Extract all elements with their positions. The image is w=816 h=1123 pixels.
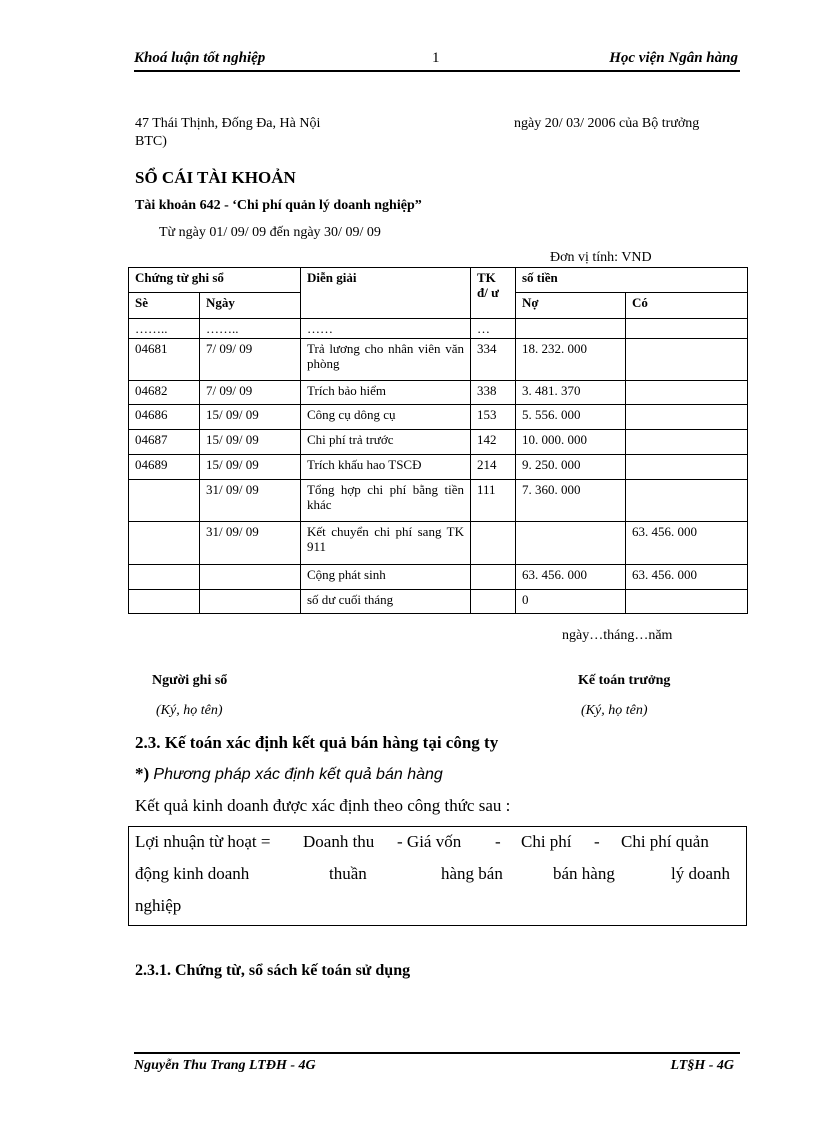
- ledger-cell-no: [129, 522, 200, 565]
- account-line: Tài khoản 642 - ‘Chi phí quản lý doanh nghiệp”: [135, 198, 422, 213]
- table-row: [129, 430, 748, 455]
- ledger-cell-debit: 18. 232. 000: [516, 339, 626, 381]
- formula-term: - Giá vốn: [397, 832, 462, 851]
- method-line: [135, 764, 443, 784]
- decree-line: ngày 20/ 03/ 2006 của Bộ trưởng: [514, 116, 700, 131]
- ledger-cell-date: [200, 565, 301, 590]
- address-line: 47 Thái Thịnh, Đống Đa, Hà Nội: [135, 116, 321, 131]
- left-signature-sub: (Ký, họ tên): [156, 703, 223, 718]
- footer-right: LT§H - 4G: [670, 1058, 734, 1073]
- table-row: [129, 455, 748, 480]
- ledger-cell-desc: Chi phí trả trước: [301, 430, 471, 455]
- formula-box: [128, 826, 747, 926]
- table-row: [129, 339, 748, 381]
- footer-left: Nguyễn Thu Trang LTĐH - 4G: [134, 1058, 316, 1073]
- ledger-cell-date: 31/ 09/ 09: [200, 522, 301, 565]
- section-heading: 2.3. Kế toán xác định kết quả bán hàng tại công ty: [135, 733, 499, 752]
- ledger-title: SỔ CÁI TÀI KHOẢN: [135, 168, 296, 187]
- formula-term: lý doanh: [671, 864, 731, 883]
- ledger-cell-credit: [626, 319, 748, 339]
- no-header: Sè: [129, 293, 200, 319]
- ledger-cell-no: 04687: [129, 430, 200, 455]
- address-continued: BTC): [135, 134, 167, 149]
- header-rule: [134, 70, 740, 72]
- ledger-cell-credit: [626, 339, 748, 381]
- ledger-cell-credit: [626, 455, 748, 480]
- table-row: [129, 590, 748, 614]
- formula-term: Lợi nhuận từ hoạt =: [135, 832, 271, 851]
- footer-rule: [134, 1052, 740, 1054]
- formula-term: -: [495, 832, 501, 851]
- ledger-cell-tk: 153: [471, 405, 516, 430]
- ledger-cell-debit: 10. 000. 000: [516, 430, 626, 455]
- ledger-cell-no: 04689: [129, 455, 200, 480]
- left-signature-title: Người ghi sổ: [152, 673, 228, 688]
- table-row: [129, 480, 748, 522]
- tk-header: TK đ/ ư: [471, 268, 516, 319]
- ledger-cell-desc: Cộng phát sinh: [301, 565, 471, 590]
- table-row: [129, 381, 748, 405]
- table-row: [129, 565, 748, 590]
- ledger-cell-desc: Kết chuyển chi phí sang TK 911: [301, 522, 471, 565]
- right-signature-sub: (Ký, họ tên): [581, 703, 648, 718]
- subsection-heading: 2.3.1. Chứng từ, sổ sách kế toán sử dụng: [135, 962, 411, 979]
- ledger-cell-debit: 63. 456. 000: [516, 565, 626, 590]
- ledger-cell-desc: Trích bảo hiểm: [301, 381, 471, 405]
- ledger-cell-desc: ……: [301, 319, 471, 339]
- ledger-cell-desc: Công cụ dông cụ: [301, 405, 471, 430]
- ledger-cell-debit: 9. 250. 000: [516, 455, 626, 480]
- ledger-cell-credit: [626, 381, 748, 405]
- ledger-cell-date: 15/ 09/ 09: [200, 405, 301, 430]
- ledger-cell-tk: [471, 590, 516, 614]
- ledger-cell-debit: [516, 522, 626, 565]
- formula-term: Chi phí quản: [621, 832, 709, 851]
- ledger-cell-no: [129, 480, 200, 522]
- ledger-cell-desc: Trả lương cho nhân viên văn phòng: [301, 339, 471, 381]
- ledger-cell-credit: [626, 480, 748, 522]
- page-number: 1: [432, 50, 440, 66]
- formula-intro: Kết quả kinh doanh được xác định theo công thức sau :: [135, 796, 511, 815]
- unit-line: Đơn vị tính: VND: [550, 250, 652, 265]
- ledger-cell-tk: 111: [471, 480, 516, 522]
- period-line: Từ ngày 01/ 09/ 09 đến ngày 30/ 09/ 09: [159, 225, 381, 240]
- formula-term: hàng bán: [441, 864, 503, 883]
- voucher-header: Chứng từ ghi sổ: [129, 268, 301, 293]
- ledger-cell-debit: [516, 319, 626, 339]
- ledger-cell-date: 15/ 09/ 09: [200, 430, 301, 455]
- ledger-cell-date: 7/ 09/ 09: [200, 339, 301, 381]
- method-marker: *): [135, 764, 150, 783]
- ledger-cell-credit: 63. 456. 000: [626, 522, 748, 565]
- ledger-cell-date: 31/ 09/ 09: [200, 480, 301, 522]
- formula-term: bán hàng: [553, 864, 615, 883]
- ledger-cell-credit: [626, 590, 748, 614]
- formula-term: -: [594, 832, 600, 851]
- ledger-cell-credit: [626, 430, 748, 455]
- ledger-cell-debit: 0: [516, 590, 626, 614]
- ledger-cell-date: [200, 590, 301, 614]
- ledger-cell-debit: 7. 360. 000: [516, 480, 626, 522]
- method-text: Phương pháp xác định kết quả bán hàng: [153, 766, 443, 783]
- ledger-cell-tk: 142: [471, 430, 516, 455]
- date-line: ngày…tháng…năm: [562, 628, 673, 643]
- right-signature-title: Kế toán trưởng: [578, 673, 671, 688]
- ledger-cell-desc: Tổng hợp chi phí bằng tiền khác: [301, 480, 471, 522]
- ledger-cell-desc: số dư cuối tháng: [301, 590, 471, 614]
- ledger-cell-tk: 334: [471, 339, 516, 381]
- ledger-cell-debit: 5. 556. 000: [516, 405, 626, 430]
- credit-header: Có: [626, 293, 748, 319]
- ledger-cell-no: 04686: [129, 405, 200, 430]
- ledger-cell-tk: …: [471, 319, 516, 339]
- formula-term: thuần: [329, 864, 367, 883]
- debit-header: Nợ: [516, 293, 626, 319]
- ledger-cell-tk: 338: [471, 381, 516, 405]
- table-row: [129, 405, 748, 430]
- ledger-cell-no: ……..: [129, 319, 200, 339]
- ledger-cell-no: [129, 590, 200, 614]
- ledger-cell-no: [129, 565, 200, 590]
- ledger-cell-no: 04681: [129, 339, 200, 381]
- ledger-cell-debit: 3. 481. 370: [516, 381, 626, 405]
- ledger-cell-desc: Trích khấu hao TSCĐ: [301, 455, 471, 480]
- desc-header: Diễn giải: [301, 268, 471, 319]
- ledger-cell-tk: [471, 565, 516, 590]
- table-row: [129, 522, 748, 565]
- formula-term: động kinh doanh: [135, 864, 250, 883]
- header-left: Khoá luận tốt nghiệp: [134, 50, 266, 66]
- date-header: Ngày: [200, 293, 301, 319]
- amount-header: số tiền: [516, 268, 748, 293]
- ledger-cell-date: 15/ 09/ 09: [200, 455, 301, 480]
- ledger-cell-credit: [626, 405, 748, 430]
- ledger-cell-no: 04682: [129, 381, 200, 405]
- ledger-cell-date: 7/ 09/ 09: [200, 381, 301, 405]
- ledger-cell-date: ……..: [200, 319, 301, 339]
- ledger-table: [128, 267, 748, 614]
- formula-term: nghiệp: [135, 896, 182, 915]
- formula-term: Chi phí: [521, 832, 572, 851]
- table-row: [129, 319, 748, 339]
- ledger-cell-credit: 63. 456. 000: [626, 565, 748, 590]
- header-right: Học viện Ngân hàng: [609, 50, 738, 66]
- ledger-cell-tk: 214: [471, 455, 516, 480]
- ledger-cell-tk: [471, 522, 516, 565]
- formula-term: Doanh thu: [303, 832, 375, 851]
